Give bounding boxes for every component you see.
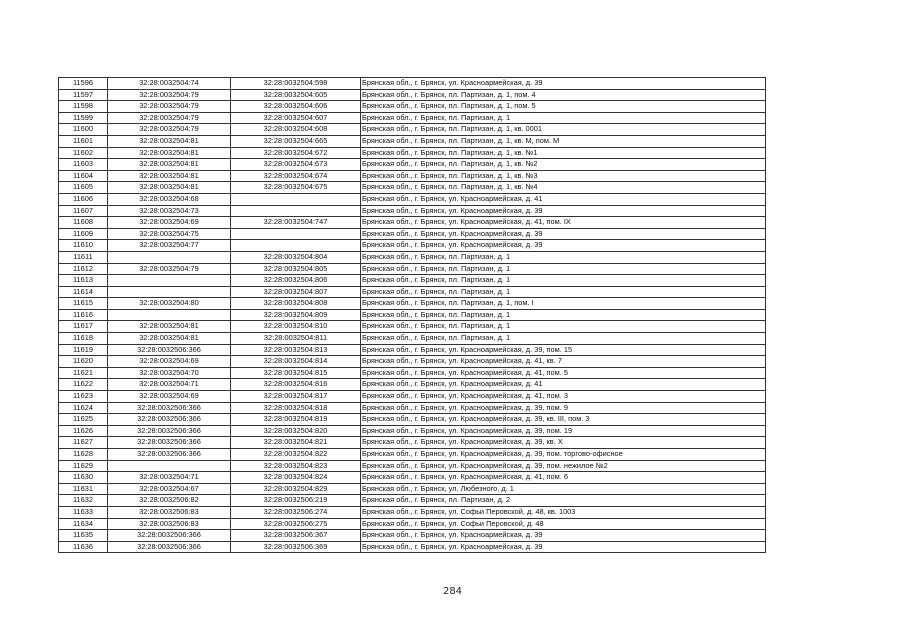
cadastral-number-cell: 32:28:0032504:809 xyxy=(231,309,361,321)
cadastral-number-cell: 32:28:0032504:806 xyxy=(231,275,361,287)
row-number-cell: 11613 xyxy=(59,275,108,287)
cadastral-number-cell: 32:28:0032506:275 xyxy=(231,518,361,530)
parent-cadastral-number-cell: 32:28:0032506:366 xyxy=(108,449,231,461)
parent-cadastral-number-cell: 32:28:0032504:68 xyxy=(108,193,231,205)
cadastral-number-cell: 32:28:0032504:817 xyxy=(231,391,361,403)
address-cell: Брянская обл., г. Брянск, пл. Партизан, д. 1 xyxy=(361,321,766,333)
row-number-cell: 11608 xyxy=(59,217,108,229)
row-number-cell: 11614 xyxy=(59,286,108,298)
address-cell: Брянская обл., г. Брянск, ул. Красноармейская, д. 41, пом. 6 xyxy=(361,472,766,484)
cadastral-number-cell: 32:28:0032504:598 xyxy=(231,78,361,90)
address-cell: Брянская обл., г. Брянск, ул. Красноармейская, д. 41, пом. IX xyxy=(361,217,766,229)
cadastral-number-cell: 32:28:0032506:274 xyxy=(231,506,361,518)
row-number-cell: 11618 xyxy=(59,333,108,345)
table-row xyxy=(59,159,766,171)
table-row xyxy=(59,333,766,345)
parent-cadastral-number-cell: 32:28:0032504:79 xyxy=(108,112,231,124)
cadastral-number-cell xyxy=(231,193,361,205)
row-number-cell: 11630 xyxy=(59,472,108,484)
cadastral-number-cell: 32:28:0032504:824 xyxy=(231,472,361,484)
row-number-cell: 11602 xyxy=(59,147,108,159)
registry-table xyxy=(58,77,766,553)
row-number-cell: 11619 xyxy=(59,344,108,356)
cadastral-number-cell xyxy=(231,228,361,240)
parent-cadastral-number-cell xyxy=(108,286,231,298)
row-number-cell: 11629 xyxy=(59,460,108,472)
parent-cadastral-number-cell xyxy=(108,251,231,263)
cadastral-number-cell: 32:28:0032504:829 xyxy=(231,483,361,495)
parent-cadastral-number-cell: 32:28:0032504:69 xyxy=(108,217,231,229)
table-row xyxy=(59,425,766,437)
row-number-cell: 11596 xyxy=(59,78,108,90)
address-cell: Брянская обл., г. Брянск, ул. Красноармейская, д. 39, пом. торгово-офисное xyxy=(361,449,766,461)
table-row xyxy=(59,101,766,113)
parent-cadastral-number-cell: 32:28:0032504:81 xyxy=(108,182,231,194)
table-row xyxy=(59,147,766,159)
parent-cadastral-number-cell: 32:28:0032504:69 xyxy=(108,391,231,403)
address-cell: Брянская обл., г. Брянск, ул. Красноармейская, д. 39, кв. Х xyxy=(361,437,766,449)
table-row xyxy=(59,483,766,495)
cadastral-number-cell: 32:28:0032504:608 xyxy=(231,124,361,136)
parent-cadastral-number-cell: 32:28:0032504:73 xyxy=(108,205,231,217)
address-cell: Брянская обл., г. Брянск, пл. Партизан, д. 1, пом. I xyxy=(361,298,766,310)
parent-cadastral-number-cell: 32:28:0032506:366 xyxy=(108,402,231,414)
table-row xyxy=(59,251,766,263)
row-number-cell: 11633 xyxy=(59,506,108,518)
table-row xyxy=(59,205,766,217)
row-number-cell: 11624 xyxy=(59,402,108,414)
parent-cadastral-number-cell: 32:28:0032506:366 xyxy=(108,344,231,356)
row-number-cell: 11626 xyxy=(59,425,108,437)
parent-cadastral-number-cell: 32:28:0032504:79 xyxy=(108,89,231,101)
parent-cadastral-number-cell: 32:28:0032506:366 xyxy=(108,541,231,553)
address-cell: Брянская обл., г. Брянск, ул. Красноармейская, д. 39, пом. 15 xyxy=(361,344,766,356)
registry-table-body xyxy=(59,78,766,553)
parent-cadastral-number-cell: 32:28:0032504:81 xyxy=(108,159,231,171)
parent-cadastral-number-cell: 32:28:0032504:70 xyxy=(108,367,231,379)
row-number-cell: 11621 xyxy=(59,367,108,379)
table-row xyxy=(59,530,766,542)
cadastral-number-cell: 32:28:0032504:675 xyxy=(231,182,361,194)
parent-cadastral-number-cell: 32:28:0032506:82 xyxy=(108,495,231,507)
table-row xyxy=(59,263,766,275)
table-row xyxy=(59,78,766,90)
cadastral-number-cell: 32:28:0032504:673 xyxy=(231,159,361,171)
cadastral-number-cell xyxy=(231,240,361,252)
cadastral-number-cell: 32:28:0032504:808 xyxy=(231,298,361,310)
table-row xyxy=(59,321,766,333)
cadastral-number-cell: 32:28:0032504:665 xyxy=(231,135,361,147)
address-cell: Брянская обл., г. Брянск, ул. Красноармейская, д. 39 xyxy=(361,541,766,553)
row-number-cell: 11631 xyxy=(59,483,108,495)
table-row xyxy=(59,228,766,240)
parent-cadastral-number-cell: 32:28:0032504:80 xyxy=(108,298,231,310)
row-number-cell: 11615 xyxy=(59,298,108,310)
cadastral-number-cell: 32:28:0032504:819 xyxy=(231,414,361,426)
cadastral-number-cell: 32:28:0032504:605 xyxy=(231,89,361,101)
table-row xyxy=(59,298,766,310)
table-row xyxy=(59,414,766,426)
cadastral-number-cell: 32:28:0032504:811 xyxy=(231,333,361,345)
address-cell: Брянская обл., г. Брянск, ул. Красноармейская, д. 41 xyxy=(361,193,766,205)
address-cell: Брянская обл., г. Брянск, пл. Партизан, д. 1, пом. 4 xyxy=(361,89,766,101)
address-cell: Брянская обл., г. Брянск, ул. Красноармейская, д. 41, пом. 3 xyxy=(361,391,766,403)
parent-cadastral-number-cell: 32:28:0032506:366 xyxy=(108,414,231,426)
parent-cadastral-number-cell: 32:28:0032506:83 xyxy=(108,518,231,530)
row-number-cell: 11604 xyxy=(59,170,108,182)
parent-cadastral-number-cell xyxy=(108,309,231,321)
table-row xyxy=(59,344,766,356)
address-cell: Брянская обл., г. Брянск, ул. Красноармейская, д. 39 xyxy=(361,240,766,252)
address-cell: Брянская обл., г. Брянск, пл. Партизан, д. 1 xyxy=(361,263,766,275)
row-number-cell: 11636 xyxy=(59,541,108,553)
table-row xyxy=(59,112,766,124)
address-cell: Брянская обл., г. Брянск, ул. Красноармейская, д. 39 xyxy=(361,205,766,217)
cadastral-number-cell: 32:28:0032506:369 xyxy=(231,541,361,553)
cadastral-number-cell: 32:28:0032504:821 xyxy=(231,437,361,449)
row-number-cell: 11623 xyxy=(59,391,108,403)
cadastral-number-cell: 32:28:0032504:818 xyxy=(231,402,361,414)
row-number-cell: 11627 xyxy=(59,437,108,449)
page-number: 284 xyxy=(442,586,463,597)
table-row xyxy=(59,240,766,252)
parent-cadastral-number-cell: 32:28:0032504:81 xyxy=(108,170,231,182)
parent-cadastral-number-cell: 32:28:0032506:366 xyxy=(108,530,231,542)
parent-cadastral-number-cell: 32:28:0032504:69 xyxy=(108,356,231,368)
cadastral-number-cell: 32:28:0032506:219 xyxy=(231,495,361,507)
row-number-cell: 11610 xyxy=(59,240,108,252)
table-row xyxy=(59,182,766,194)
table-row xyxy=(59,170,766,182)
address-cell: Брянская обл., г. Брянск, ул. Красноармейская, д. 41, пом. 5 xyxy=(361,367,766,379)
address-cell: Брянская обл., г. Брянск, пл. Партизан, д. 1, пом. 5 xyxy=(361,101,766,113)
address-cell: Брянская обл., г. Брянск, пл. Партизан, д. 1, кв. №2 xyxy=(361,159,766,171)
table-row xyxy=(59,286,766,298)
address-cell: Брянская обл., г. Брянск, ул. Красноармейская, д. 39, пом. 19 xyxy=(361,425,766,437)
parent-cadastral-number-cell: 32:28:0032504:79 xyxy=(108,124,231,136)
cadastral-number-cell: 32:28:0032504:674 xyxy=(231,170,361,182)
cadastral-number-cell: 32:28:0032504:807 xyxy=(231,286,361,298)
parent-cadastral-number-cell: 32:28:0032504:79 xyxy=(108,263,231,275)
cadastral-number-cell: 32:28:0032504:810 xyxy=(231,321,361,333)
address-cell: Брянская обл., г. Брянск, пл. Партизан, д. 1 xyxy=(361,112,766,124)
address-cell: Брянская обл., г. Брянск, ул. Красноармейская, д. 39, пом. нежилое №2 xyxy=(361,460,766,472)
address-cell: Брянская обл., г. Брянск, пл. Партизан, д. 1 xyxy=(361,251,766,263)
address-cell: Брянская обл., г. Брянск, ул. Софьи Перовской, д. 48, кв. 1003 xyxy=(361,506,766,518)
table-row xyxy=(59,275,766,287)
table-row xyxy=(59,506,766,518)
table-row xyxy=(59,124,766,136)
table-row xyxy=(59,541,766,553)
row-number-cell: 11620 xyxy=(59,356,108,368)
table-row xyxy=(59,309,766,321)
table-row xyxy=(59,437,766,449)
cadastral-number-cell: 32:28:0032504:672 xyxy=(231,147,361,159)
table-row xyxy=(59,367,766,379)
cadastral-number-cell: 32:28:0032504:815 xyxy=(231,367,361,379)
row-number-cell: 11635 xyxy=(59,530,108,542)
address-cell: Брянская обл., г. Брянск, пл. Партизан, д. 1 xyxy=(361,333,766,345)
parent-cadastral-number-cell: 32:28:0032504:71 xyxy=(108,379,231,391)
row-number-cell: 11607 xyxy=(59,205,108,217)
parent-cadastral-number-cell xyxy=(108,460,231,472)
row-number-cell: 11598 xyxy=(59,101,108,113)
row-number-cell: 11612 xyxy=(59,263,108,275)
row-number-cell: 11600 xyxy=(59,124,108,136)
address-cell: Брянская обл., г. Брянск, ул. Любезного, д. 1 xyxy=(361,483,766,495)
parent-cadastral-number-cell: 32:28:0032504:81 xyxy=(108,147,231,159)
address-cell: Брянская обл., г. Брянск, ул. Красноармейская, д. 39 xyxy=(361,78,766,90)
row-number-cell: 11606 xyxy=(59,193,108,205)
address-cell: Брянская обл., г. Брянск, ул. Красноармейская, д. 39, пом. 9 xyxy=(361,402,766,414)
parent-cadastral-number-cell: 32:28:0032506:366 xyxy=(108,425,231,437)
parent-cadastral-number-cell: 32:28:0032504:79 xyxy=(108,101,231,113)
parent-cadastral-number-cell: 32:28:0032504:77 xyxy=(108,240,231,252)
cadastral-number-cell: 32:28:0032504:747 xyxy=(231,217,361,229)
address-cell: Брянская обл., г. Брянск, пл. Партизан, д. 1 xyxy=(361,309,766,321)
table-row xyxy=(59,89,766,101)
table-row xyxy=(59,135,766,147)
address-cell: Брянская обл., г. Брянск, ул. Софьи Перовской, д. 48 xyxy=(361,518,766,530)
table-row xyxy=(59,356,766,368)
row-number-cell: 11603 xyxy=(59,159,108,171)
address-cell: Брянская обл., г. Брянск, ул. Красноармейская, д. 41, кв. 7 xyxy=(361,356,766,368)
cadastral-number-cell: 32:28:0032504:816 xyxy=(231,379,361,391)
address-cell: Брянская обл., г. Брянск, ул. Красноармейская, д. 41 xyxy=(361,379,766,391)
row-number-cell: 11628 xyxy=(59,449,108,461)
table-row xyxy=(59,495,766,507)
table-row xyxy=(59,518,766,530)
row-number-cell: 11617 xyxy=(59,321,108,333)
table-row xyxy=(59,217,766,229)
table-row xyxy=(59,449,766,461)
parent-cadastral-number-cell: 32:28:0032504:74 xyxy=(108,78,231,90)
table-row xyxy=(59,402,766,414)
row-number-cell: 11632 xyxy=(59,495,108,507)
address-cell: Брянская обл., г. Брянск, ул. Красноармейская, д. 39 xyxy=(361,530,766,542)
row-number-cell: 11597 xyxy=(59,89,108,101)
cadastral-number-cell: 32:28:0032504:805 xyxy=(231,263,361,275)
parent-cadastral-number-cell: 32:28:0032506:83 xyxy=(108,506,231,518)
address-cell: Брянская обл., г. Брянск, ул. Красноармейская, д. 39, кв. III, пом. 3 xyxy=(361,414,766,426)
parent-cadastral-number-cell: 32:28:0032504:67 xyxy=(108,483,231,495)
cadastral-number-cell: 32:28:0032504:607 xyxy=(231,112,361,124)
row-number-cell: 11634 xyxy=(59,518,108,530)
parent-cadastral-number-cell: 32:28:0032504:81 xyxy=(108,321,231,333)
parent-cadastral-number-cell: 32:28:0032504:81 xyxy=(108,333,231,345)
parent-cadastral-number-cell xyxy=(108,275,231,287)
cadastral-number-cell: 32:28:0032504:820 xyxy=(231,425,361,437)
parent-cadastral-number-cell: 32:28:0032506:366 xyxy=(108,437,231,449)
row-number-cell: 11601 xyxy=(59,135,108,147)
row-number-cell: 11599 xyxy=(59,112,108,124)
row-number-cell: 11611 xyxy=(59,251,108,263)
address-cell: Брянская обл., г. Брянск, пл. Партизан, д. 1 xyxy=(361,275,766,287)
table-row xyxy=(59,460,766,472)
row-number-cell: 11609 xyxy=(59,228,108,240)
address-cell: Брянская обл., г. Брянск, пл. Партизан, д. 1, кв. М, пом. М xyxy=(361,135,766,147)
cadastral-number-cell: 32:28:0032504:606 xyxy=(231,101,361,113)
row-number-cell: 11625 xyxy=(59,414,108,426)
row-number-cell: 11622 xyxy=(59,379,108,391)
cadastral-number-cell: 32:28:0032504:823 xyxy=(231,460,361,472)
parent-cadastral-number-cell: 32:28:0032504:71 xyxy=(108,472,231,484)
address-cell: Брянская обл., г. Брянск, пл. Партизан, д. 1, кв. 0001 xyxy=(361,124,766,136)
cadastral-number-cell: 32:28:0032504:804 xyxy=(231,251,361,263)
cadastral-number-cell: 32:28:0032504:822 xyxy=(231,449,361,461)
cadastral-number-cell: 32:28:0032504:813 xyxy=(231,344,361,356)
address-cell: Брянская обл., г. Брянск, пл. Партизан, д. 1, кв. №3 xyxy=(361,170,766,182)
table-row xyxy=(59,193,766,205)
table-row xyxy=(59,391,766,403)
table-row xyxy=(59,472,766,484)
parent-cadastral-number-cell: 32:28:0032504:81 xyxy=(108,135,231,147)
address-cell: Брянская обл., г. Брянск, пл. Партизан, д. 1, кв. №4 xyxy=(361,182,766,194)
cadastral-number-cell xyxy=(231,205,361,217)
parent-cadastral-number-cell: 32:28:0032504:75 xyxy=(108,228,231,240)
row-number-cell: 11616 xyxy=(59,309,108,321)
table-row xyxy=(59,379,766,391)
row-number-cell: 11605 xyxy=(59,182,108,194)
address-cell: Брянская обл., г. Брянск, ул. Красноармейская, д. 39 xyxy=(361,228,766,240)
address-cell: Брянская обл., г. Брянск, пл. Партизан, д. 2 xyxy=(361,495,766,507)
cadastral-number-cell: 32:28:0032506:367 xyxy=(231,530,361,542)
address-cell: Брянская обл., г. Брянск, пл. Партизан, д. 1 xyxy=(361,286,766,298)
address-cell: Брянская обл., г. Брянск, пл. Партизан, д. 1, кв. №1 xyxy=(361,147,766,159)
cadastral-number-cell: 32:28:0032504:814 xyxy=(231,356,361,368)
